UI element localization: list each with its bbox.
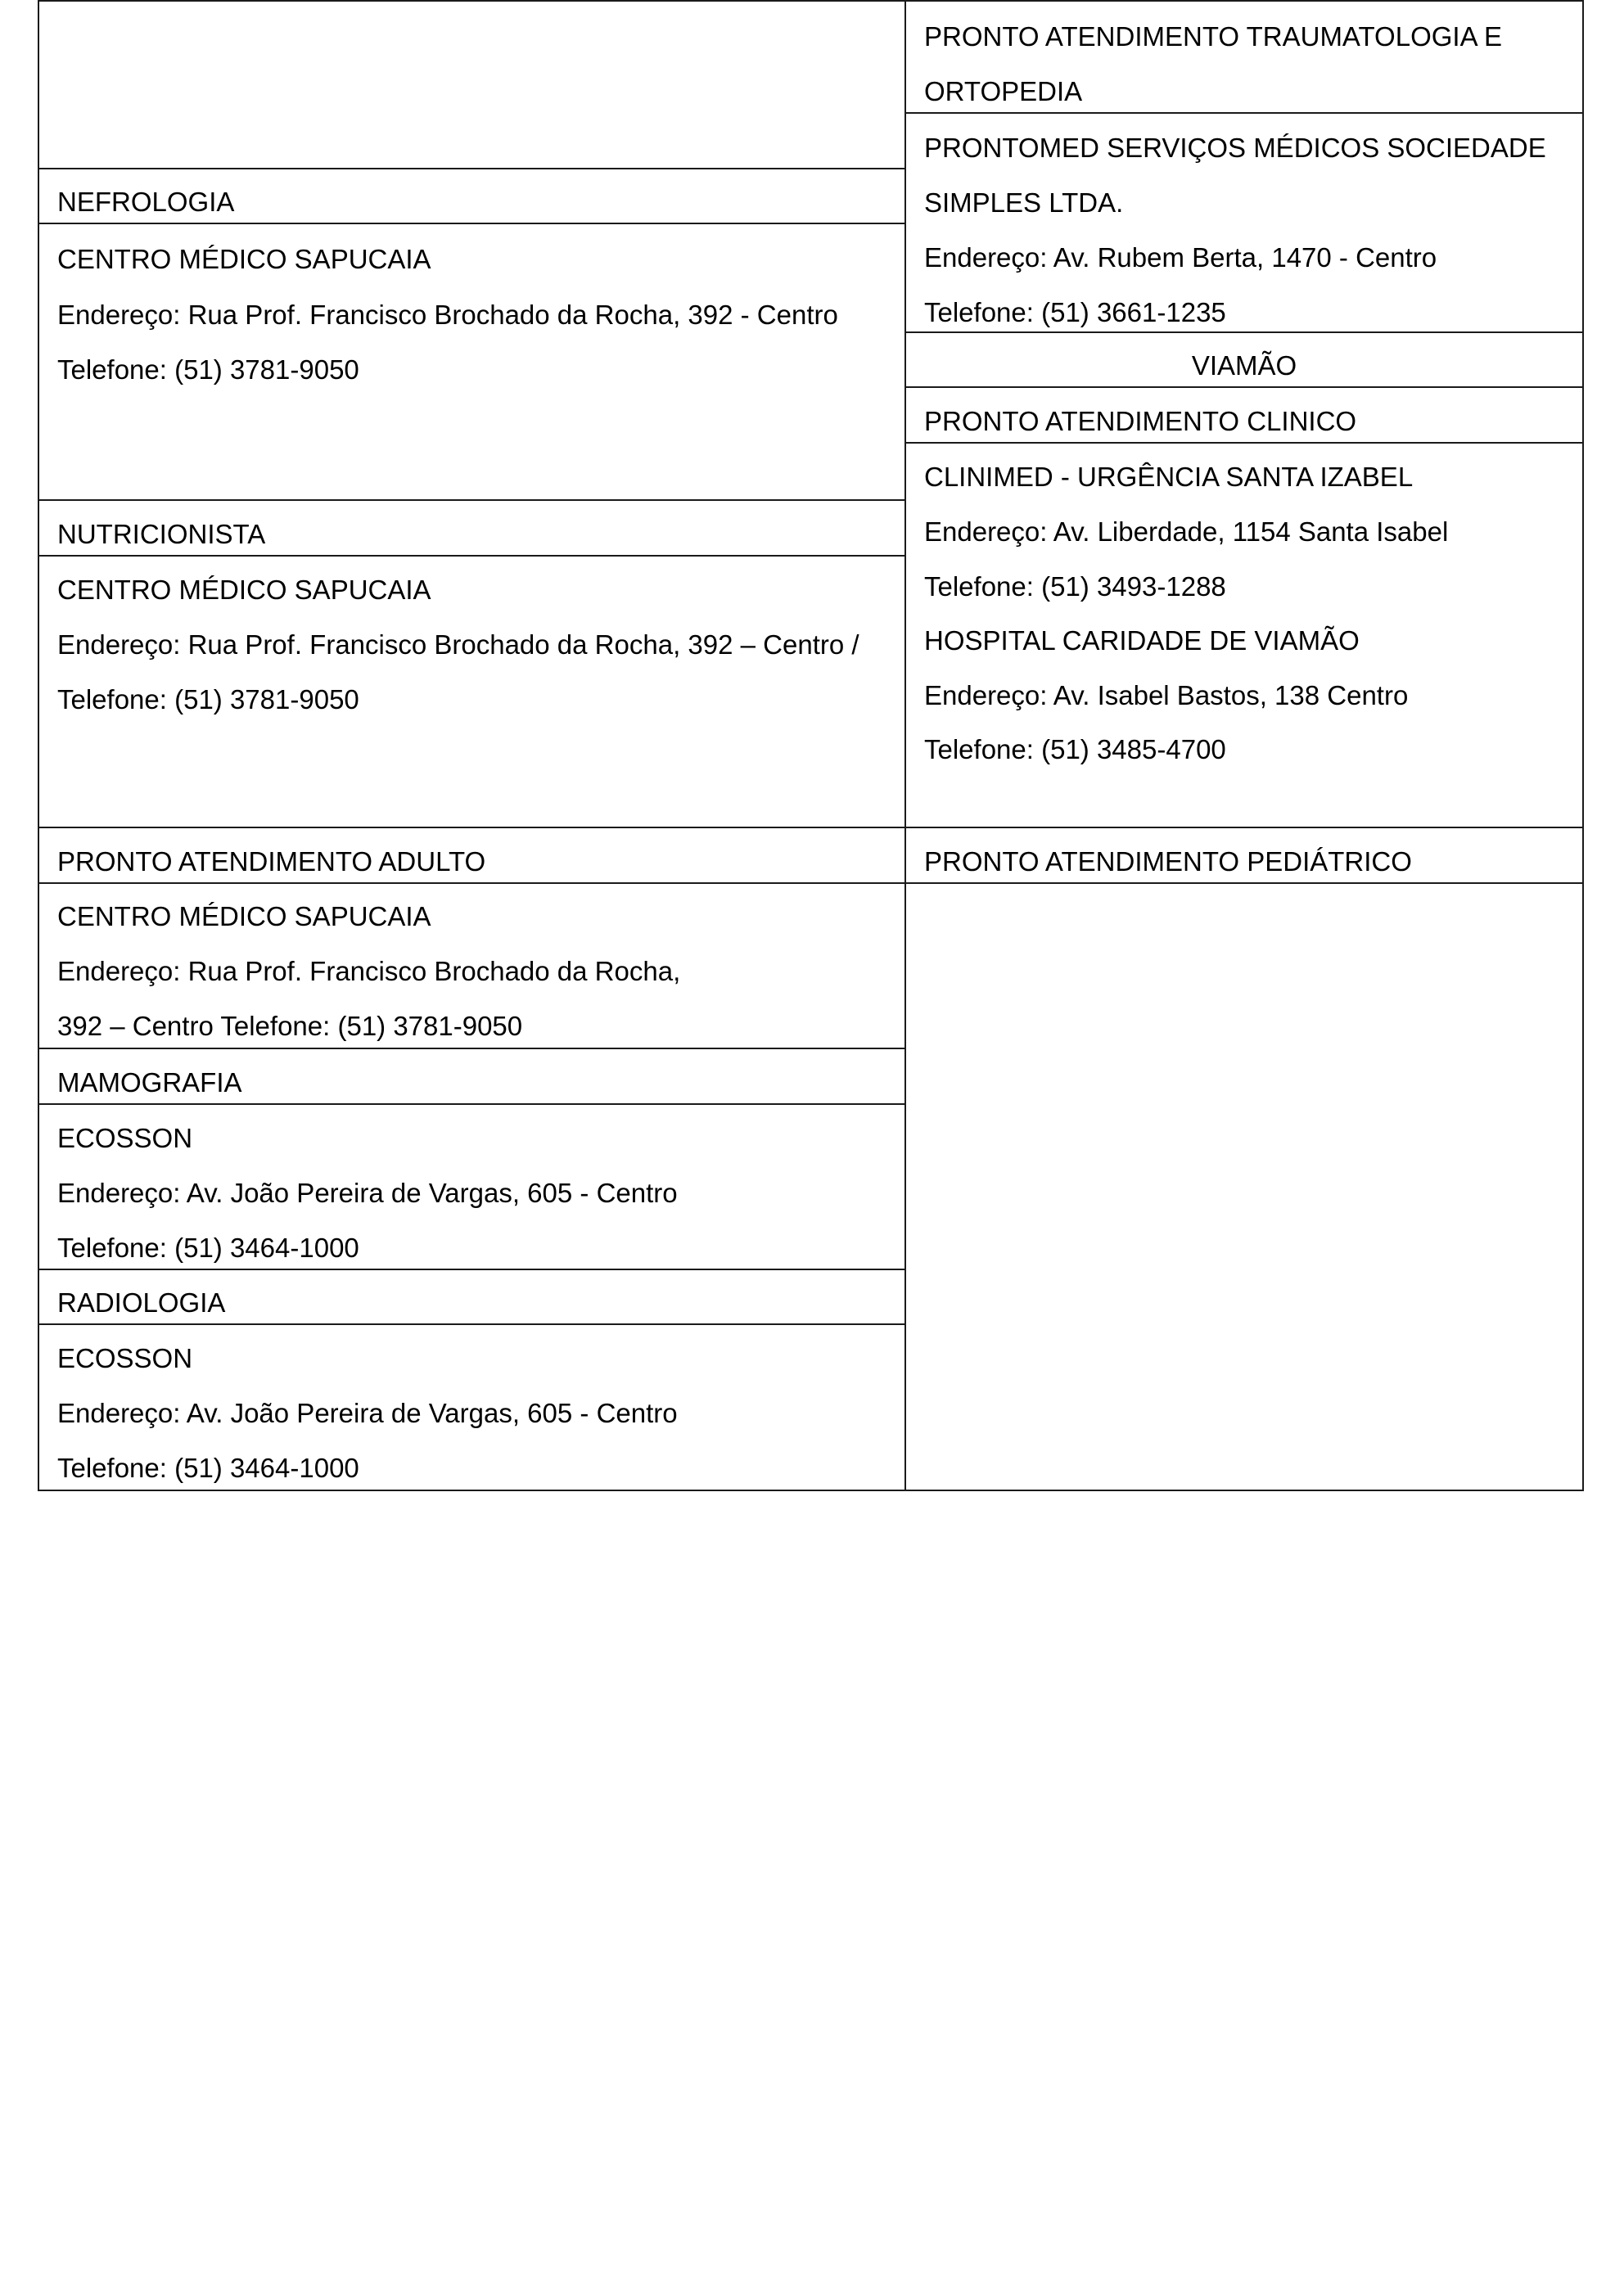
viamao-clinico-body-cell [904, 442, 1584, 828]
trauma-provider-line2: SIMPLES LTDA. [924, 187, 1124, 218]
nefrologia-address: Endereço: Rua Prof. Francisco Brochado da Rocha, 392 - Centro [57, 300, 838, 330]
pediatrico-body-cell [904, 882, 1584, 1491]
radiologia-header-cell [38, 1269, 906, 1325]
clinimed-address: Endereço: Av. Liberdade, 1154 Santa Isabel [924, 516, 1449, 547]
trauma-address: Endereço: Av. Rubem Berta, 1470 - Centro [924, 242, 1437, 273]
pronto-adulto-address-line1: Endereço: Rua Prof. Francisco Brochado da Rocha, [57, 956, 681, 986]
mamografia-body-cell [38, 1103, 906, 1270]
radiologia-heading: RADIOLOGIA [57, 1287, 226, 1318]
nefrologia-provider: CENTRO MÉDICO SAPUCAIA [57, 244, 431, 274]
nefrologia-phone: Telefone: (51) 3781-9050 [57, 354, 359, 385]
hospital-caridade-phone: Telefone: (51) 3485-4700 [924, 734, 1226, 764]
nutricionista-address: Endereço: Rua Prof. Francisco Brochado da Rocha, 392 – Centro / [57, 629, 859, 660]
nefrologia-heading: NEFROLOGIA [57, 187, 235, 217]
viamao-city-cell [904, 331, 1584, 388]
radiologia-body-cell [38, 1323, 906, 1491]
nefrologia-header-cell [38, 168, 906, 224]
trauma-body-cell [904, 112, 1584, 333]
viamao-clinico-heading: PRONTO ATENDIMENTO CLINICO [924, 406, 1357, 436]
pronto-adulto-address-line2: 392 – Centro Telefone: (51) 3781-9050 [57, 1011, 523, 1041]
viamao-clinico-header-cell [904, 386, 1584, 444]
nefrologia-body-cell [38, 223, 906, 501]
hospital-caridade-address: Endereço: Av. Isabel Bastos, 138 Centro [924, 680, 1409, 710]
nutricionista-body-cell [38, 555, 906, 828]
radiologia-provider: ECOSSON [57, 1343, 193, 1373]
pronto-adulto-heading: PRONTO ATENDIMENTO ADULTO [57, 846, 486, 877]
mamografia-provider: ECOSSON [57, 1123, 193, 1153]
pediatrico-header-cell [904, 827, 1584, 884]
nutricionista-heading: NUTRICIONISTA [57, 519, 266, 549]
pronto-adulto-body-cell [38, 882, 906, 1049]
mamografia-header-cell [38, 1048, 906, 1105]
clinimed-name: CLINIMED - URGÊNCIA SANTA IZABEL [924, 462, 1414, 492]
mamografia-phone: Telefone: (51) 3464-1000 [57, 1233, 359, 1263]
mamografia-heading: MAMOGRAFIA [57, 1067, 242, 1098]
trauma-provider-line1: PRONTOMED SERVIÇOS MÉDICOS SOCIEDADE [924, 133, 1546, 163]
nutricionista-phone: Telefone: (51) 3781-9050 [57, 684, 359, 715]
trauma-header-cell [904, 0, 1584, 114]
pronto-adulto-provider: CENTRO MÉDICO SAPUCAIA [57, 901, 431, 931]
hospital-caridade-name: HOSPITAL CARIDADE DE VIAMÃO [924, 625, 1360, 656]
radiologia-address: Endereço: Av. João Pereira de Vargas, 605 - Centro [57, 1398, 678, 1428]
pronto-adulto-header-cell [38, 827, 906, 884]
viamao-city-heading: VIAMÃO [1191, 350, 1297, 381]
trauma-heading-line1: PRONTO ATENDIMENTO TRAUMATOLOGIA E [924, 21, 1502, 52]
nutricionista-header-cell [38, 499, 906, 557]
clinimed-phone: Telefone: (51) 3493-1288 [924, 571, 1226, 602]
left-top-empty-cell [38, 0, 906, 169]
nutricionista-provider: CENTRO MÉDICO SAPUCAIA [57, 575, 431, 605]
trauma-heading-line2: ORTOPEDIA [924, 76, 1083, 106]
mamografia-address: Endereço: Av. João Pereira de Vargas, 605 - Centro [57, 1178, 678, 1208]
radiologia-phone: Telefone: (51) 3464-1000 [57, 1453, 359, 1483]
pediatrico-heading: PRONTO ATENDIMENTO PEDIÁTRICO [924, 846, 1412, 877]
trauma-phone: Telefone: (51) 3661-1235 [924, 297, 1226, 327]
